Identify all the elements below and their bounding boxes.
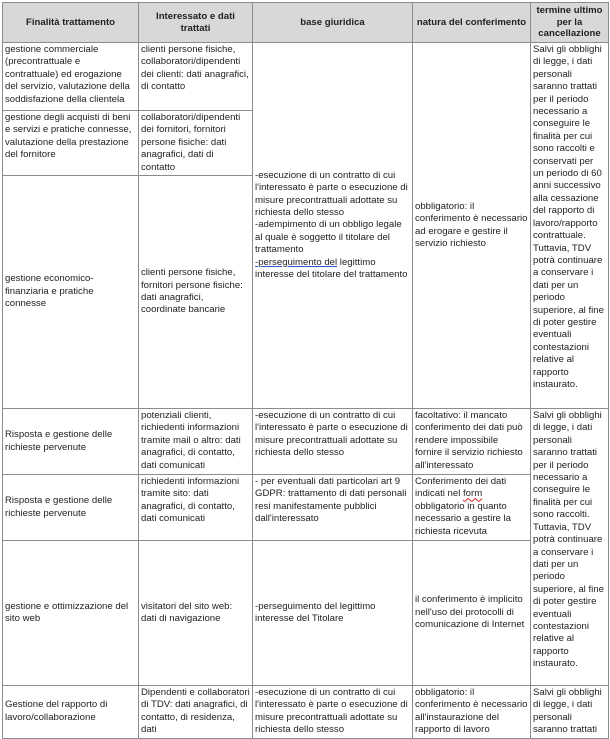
cell-interessato: clienti persone fisiche, collaboratori/dipendenti dei clienti: dati anagrafici, di contatto <box>139 43 253 111</box>
table-row <box>3 43 609 111</box>
cell-termine: Salvi gli obblighi di legge, i dati personali saranno trattati per il periodo necessario a conseguire le finalità per cui sono raccolti e conservati per un periodo di 60 anni successivo alla cessazione del rapporto di lavoro/rapporto contrattuale. Tuttavia, TDV potrà continuare a conservare i dati per un periodo superiore, al fine di poter gestire eventuali contestazioni relative al rapporto instaurato. <box>531 43 609 409</box>
cell-natura: facoltativo: il mancato conferimento dei dati può rendere impossibile fornire il servizio richiesto all'interessato <box>413 409 531 475</box>
privacy-table <box>2 2 609 739</box>
cell-base-giuridica: -esecuzione di un contratto di cui l'interessato è parte o esecuzione di misure precontrattuali adottate su richiesta dello stesso <box>253 409 413 475</box>
natura-text: Conferimento dei dati indicati nel <box>415 476 507 500</box>
cell-finalita: gestione economico-finanziaria e pratiche connesse <box>3 176 139 409</box>
base-text: -esecuzione di un contratto di cui l'interessato è parte o esecuzione di misure precontrattuali adottate su richiesta dello stesso -adempimento di un obbligo legale al quale è soggetto il titolare del trattamento <box>255 169 408 256</box>
header-interessato: Interessato e dati trattati <box>139 3 253 43</box>
base-text-end: legittimo interesse del titolare del trattamento <box>255 256 408 280</box>
cell-natura: obbligatorio: il conferimento è necessario ad erogare e gestire il servizio richiesto <box>413 43 531 409</box>
cell-natura <box>413 475 531 541</box>
table-row <box>3 409 609 475</box>
cell-interessato: Dipendenti e collaboratori di TDV: dati anagrafici, di contatto, di residenza, dati <box>139 686 253 739</box>
cell-termine: Salvi gli obblighi di legge, i dati personali saranno trattati <box>531 686 609 739</box>
cell-base-giuridica: -perseguimento del legittimo interesse del Titolare <box>253 541 413 686</box>
base-link-text: -perseguimento del <box>255 256 338 268</box>
cell-natura: il conferimento è implicito nell'uso dei protocolli di comunicazione di Internet <box>413 541 531 686</box>
header-natura: natura del conferimento <box>413 3 531 43</box>
cell-finalita: Risposta e gestione delle richieste pervenute <box>3 409 139 475</box>
table-row <box>3 686 609 739</box>
natura-text-end: obbligatorio in quanto necessario a gestire la richiesta ricevuta <box>415 500 511 537</box>
cell-interessato: visitatori del sito web: dati di navigazione <box>139 541 253 686</box>
cell-base-giuridica: -esecuzione di un contratto di cui l'interessato è parte o esecuzione di misure precontrattuali adottate su richiesta dello stesso <box>253 686 413 739</box>
natura-form-word: form <box>463 488 483 500</box>
cell-natura: obbligatorio: il conferimento è necessario all'instaurazione del rapporto di lavoro <box>413 686 531 739</box>
cell-termine: Salvi gli obblighi di legge, i dati personali saranno trattati per il periodo necessario a conseguire le finalità per cui sono raccolti. Tuttavia, TDV potrà continuare a conservare i dati per un periodo superiore, al fine di poter gestire eventuali contestazioni relative al rapporto instaurato. <box>531 409 609 686</box>
cell-interessato: collaboratori/dipendenti dei fornitori, fornitori persone fisiche: dati anagrafici, dati di contatto <box>139 111 253 176</box>
header-row <box>3 3 609 43</box>
cell-interessato: clienti persone fisiche, fornitori persone fisiche: dati anagrafici, coordinate bancarie <box>139 176 253 409</box>
header-termine: termine ultimo per la cancellazione <box>531 3 609 43</box>
cell-base-giuridica: - per eventuali dati particolari art 9 GDPR: trattamento di dati personali resi manifestamente pubblici dall'interessato <box>253 475 413 541</box>
cell-finalita: gestione degli acquisti di beni e servizi e pratiche connesse, valutazione della prestazione del fornitore <box>3 111 139 176</box>
cell-interessato: potenziali clienti, richiedenti informazioni tramite mail o altro: dati anagrafici, di contatto, dati comunicati <box>139 409 253 475</box>
table-row <box>3 475 609 541</box>
table-row <box>3 541 609 686</box>
cell-interessato: richiedenti informazioni tramite sito: dati anagrafici, di contatto, dati comunicati <box>139 475 253 541</box>
header-base-giuridica: base giuridica <box>253 3 413 43</box>
cell-finalita: gestione commerciale (precontrattuale e contrattuale) ed erogazione del servizio, valutazione della soddisfazione della clientela <box>3 43 139 111</box>
cell-finalita: Risposta e gestione delle richieste pervenute <box>3 475 139 541</box>
header-finalita: Finalità trattamento <box>3 3 139 43</box>
cell-base-giuridica <box>253 43 413 409</box>
cell-finalita: gestione e ottimizzazione del sito web <box>3 541 139 686</box>
cell-finalita: Gestione del rapporto di lavoro/collaborazione <box>3 686 139 739</box>
